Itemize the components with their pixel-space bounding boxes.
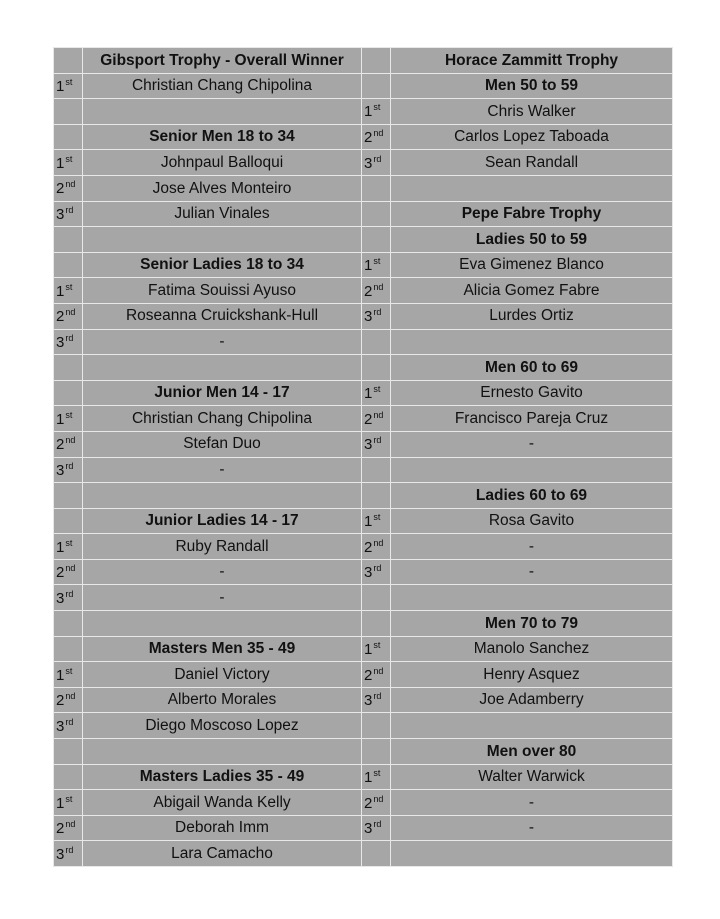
position-number: 1 [364, 103, 373, 121]
left-category-heading: Senior Ladies 18 to 34 [83, 252, 362, 278]
left-position-cell [54, 841, 83, 867]
table-row [54, 252, 673, 278]
right-winner-name: Joe Adamberry [391, 687, 673, 713]
position-number: 3 [364, 564, 373, 582]
right-winner-name: - [391, 431, 673, 457]
table-row [54, 457, 673, 483]
left-winner-name: Daniel Victory [83, 662, 362, 688]
left-winner-name [83, 483, 362, 509]
left-winner-name: Deborah Imm [83, 815, 362, 841]
right-winner-name: - [391, 559, 673, 585]
right-winner-name: Lurdes Ortiz [391, 303, 673, 329]
left-winner-name: - [83, 585, 362, 611]
right-position-cell [362, 611, 391, 637]
table-row [54, 303, 673, 329]
position-suffix: nd [373, 665, 384, 676]
left-winner-name: Johnpaul Balloqui [83, 150, 362, 176]
table-row [54, 841, 673, 867]
position-suffix: rd [373, 435, 382, 446]
position-suffix: nd [65, 819, 76, 830]
right-position-cell [362, 329, 391, 355]
position-number: 2 [56, 308, 65, 326]
position-number: 2 [56, 692, 65, 710]
right-winner-name: Rosa Gavito [391, 508, 673, 534]
position-suffix: st [65, 665, 73, 676]
left-winner-name: Diego Moscoso Lopez [83, 713, 362, 739]
table-row [54, 227, 673, 253]
position-number: 3 [56, 333, 65, 351]
position-number: 3 [56, 717, 65, 735]
right-position-cell [362, 380, 391, 406]
position-suffix: rd [65, 716, 74, 727]
right-category-heading: Horace Zammitt Trophy [391, 48, 673, 74]
position-number: 3 [364, 308, 373, 326]
left-category-heading: Senior Men 18 to 34 [83, 124, 362, 150]
right-winner-name [391, 457, 673, 483]
results-table-body [54, 48, 673, 867]
left-position-cell [54, 355, 83, 381]
left-position-cell [54, 559, 83, 585]
right-position-cell [362, 150, 391, 176]
left-winner-name [83, 355, 362, 381]
left-category-heading: Junior Men 14 - 17 [83, 380, 362, 406]
position-number: 1 [56, 666, 65, 684]
position-suffix: st [373, 639, 381, 650]
right-position-cell [362, 739, 391, 765]
position-suffix: nd [373, 537, 384, 548]
position-number: 1 [364, 385, 373, 403]
position-number: 3 [56, 205, 65, 223]
right-position-cell [362, 278, 391, 304]
right-position-cell [362, 227, 391, 253]
results-table [53, 47, 673, 867]
position-number: 3 [56, 845, 65, 863]
right-winner-name [391, 329, 673, 355]
right-position-cell [362, 636, 391, 662]
left-position-cell [54, 201, 83, 227]
position-suffix: rd [373, 819, 382, 830]
left-winner-name: Ruby Randall [83, 534, 362, 560]
right-position-cell [362, 99, 391, 125]
left-winner-name: - [83, 559, 362, 585]
left-position-cell [54, 483, 83, 509]
position-suffix: st [373, 256, 381, 267]
position-number: 1 [56, 538, 65, 556]
right-winner-name: - [391, 534, 673, 560]
left-position-cell [54, 278, 83, 304]
right-position-cell [362, 764, 391, 790]
table-row [54, 150, 673, 176]
table-row [54, 713, 673, 739]
left-winner-name: Christian Chang Chipolina [83, 73, 362, 99]
right-winner-name [391, 585, 673, 611]
right-winner-name: - [391, 790, 673, 816]
right-position-cell [362, 431, 391, 457]
right-winner-name: Chris Walker [391, 99, 673, 125]
table-row [54, 73, 673, 99]
position-number: 3 [364, 154, 373, 172]
position-suffix: rd [65, 844, 74, 855]
table-row [54, 559, 673, 585]
table-row [54, 99, 673, 125]
right-position-cell [362, 534, 391, 560]
position-suffix: st [65, 793, 73, 804]
right-category-heading: Pepe Fabre Trophy [391, 201, 673, 227]
position-number: 3 [56, 461, 65, 479]
position-suffix: st [373, 511, 381, 522]
left-position-cell [54, 687, 83, 713]
left-category-heading: Masters Ladies 35 - 49 [83, 764, 362, 790]
left-position-cell [54, 585, 83, 611]
right-category-heading: Men 70 to 79 [391, 611, 673, 637]
left-winner-name: - [83, 329, 362, 355]
position-number: 2 [364, 538, 373, 556]
left-category-heading: Masters Men 35 - 49 [83, 636, 362, 662]
right-winner-name: Eva Gimenez Blanco [391, 252, 673, 278]
left-winner-name: Alberto Morales [83, 687, 362, 713]
left-winner-name: Abigail Wanda Kelly [83, 790, 362, 816]
table-row [54, 124, 673, 150]
position-number: 1 [56, 154, 65, 172]
left-winner-name [83, 739, 362, 765]
left-position-cell [54, 457, 83, 483]
left-position-cell [54, 252, 83, 278]
table-row [54, 790, 673, 816]
position-number: 2 [364, 282, 373, 300]
right-position-cell [362, 201, 391, 227]
left-category-heading: Gibsport Trophy - Overall Winner [83, 48, 362, 74]
right-winner-name: Sean Randall [391, 150, 673, 176]
left-winner-name: Roseanna Cruickshank-Hull [83, 303, 362, 329]
position-number: 1 [364, 768, 373, 786]
position-suffix: st [65, 153, 73, 164]
right-category-heading: Men 50 to 59 [391, 73, 673, 99]
right-position-cell [362, 559, 391, 585]
position-suffix: st [373, 767, 381, 778]
table-row [54, 739, 673, 765]
right-winner-name: Henry Asquez [391, 662, 673, 688]
left-position-cell [54, 73, 83, 99]
table-row [54, 355, 673, 381]
table-row [54, 636, 673, 662]
right-position-cell [362, 815, 391, 841]
position-number: 1 [364, 640, 373, 658]
left-winner-name: Lara Camacho [83, 841, 362, 867]
right-winner-name: Walter Warwick [391, 764, 673, 790]
position-suffix: rd [373, 307, 382, 318]
right-position-cell [362, 457, 391, 483]
left-position-cell [54, 815, 83, 841]
table-row [54, 687, 673, 713]
right-winner-name: Francisco Pareja Cruz [391, 406, 673, 432]
right-winner-name [391, 713, 673, 739]
table-row [54, 534, 673, 560]
position-number: 1 [56, 794, 65, 812]
position-suffix: nd [65, 563, 76, 574]
position-number: 3 [56, 589, 65, 607]
position-number: 2 [364, 410, 373, 428]
right-position-cell [362, 790, 391, 816]
position-number: 2 [364, 129, 373, 147]
position-suffix: nd [65, 307, 76, 318]
position-suffix: st [65, 537, 73, 548]
right-winner-name: Carlos Lopez Taboada [391, 124, 673, 150]
left-position-cell [54, 48, 83, 74]
position-number: 1 [364, 257, 373, 275]
right-position-cell [362, 687, 391, 713]
right-position-cell [362, 662, 391, 688]
right-position-cell [362, 124, 391, 150]
right-position-cell [362, 252, 391, 278]
table-row [54, 48, 673, 74]
table-row [54, 483, 673, 509]
left-position-cell [54, 406, 83, 432]
table-row [54, 278, 673, 304]
right-position-cell [362, 73, 391, 99]
position-suffix: nd [65, 179, 76, 190]
table-row [54, 201, 673, 227]
table-row [54, 431, 673, 457]
right-winner-name: Alicia Gomez Fabre [391, 278, 673, 304]
left-winner-name: Jose Alves Monteiro [83, 175, 362, 201]
right-position-cell [362, 406, 391, 432]
position-number: 2 [56, 820, 65, 838]
left-position-cell [54, 150, 83, 176]
position-suffix: rd [373, 563, 382, 574]
left-winner-name: Julian Vinales [83, 201, 362, 227]
left-position-cell [54, 431, 83, 457]
position-suffix: rd [65, 588, 74, 599]
left-position-cell [54, 662, 83, 688]
position-suffix: rd [373, 691, 382, 702]
position-suffix: st [373, 102, 381, 113]
left-winner-name [83, 99, 362, 125]
left-position-cell [54, 175, 83, 201]
left-position-cell [54, 380, 83, 406]
right-category-heading: Men 60 to 69 [391, 355, 673, 381]
position-number: 2 [56, 436, 65, 454]
position-suffix: nd [65, 435, 76, 446]
right-position-cell [362, 585, 391, 611]
position-suffix: st [65, 76, 73, 87]
position-number: 1 [364, 512, 373, 530]
position-number: 3 [364, 820, 373, 838]
right-category-heading: Ladies 50 to 59 [391, 227, 673, 253]
left-category-heading: Junior Ladies 14 - 17 [83, 508, 362, 534]
right-position-cell [362, 713, 391, 739]
table-row [54, 175, 673, 201]
position-number: 1 [56, 77, 65, 95]
left-position-cell [54, 611, 83, 637]
left-winner-name: Fatima Souissi Ayuso [83, 278, 362, 304]
left-winner-name: Stefan Duo [83, 431, 362, 457]
right-position-cell [362, 508, 391, 534]
right-winner-name [391, 841, 673, 867]
right-category-heading: Men over 80 [391, 739, 673, 765]
position-number: 3 [364, 436, 373, 454]
left-position-cell [54, 739, 83, 765]
table-row [54, 380, 673, 406]
left-position-cell [54, 508, 83, 534]
right-position-cell [362, 355, 391, 381]
position-suffix: rd [373, 153, 382, 164]
table-row [54, 406, 673, 432]
right-position-cell [362, 175, 391, 201]
right-position-cell [362, 303, 391, 329]
right-winner-name [391, 175, 673, 201]
position-number: 2 [364, 666, 373, 684]
position-suffix: st [373, 384, 381, 395]
left-position-cell [54, 790, 83, 816]
left-winner-name: - [83, 457, 362, 483]
left-position-cell [54, 329, 83, 355]
table-row [54, 815, 673, 841]
right-position-cell [362, 48, 391, 74]
position-number: 2 [56, 564, 65, 582]
position-suffix: nd [373, 793, 384, 804]
right-winner-name: - [391, 815, 673, 841]
position-suffix: nd [373, 281, 384, 292]
left-position-cell [54, 124, 83, 150]
table-row [54, 764, 673, 790]
position-number: 1 [56, 410, 65, 428]
position-number: 2 [364, 794, 373, 812]
position-number: 1 [56, 282, 65, 300]
right-winner-name: Ernesto Gavito [391, 380, 673, 406]
right-position-cell [362, 841, 391, 867]
position-number: 2 [56, 180, 65, 198]
left-position-cell [54, 636, 83, 662]
table-row [54, 508, 673, 534]
right-winner-name: Manolo Sanchez [391, 636, 673, 662]
position-suffix: rd [65, 332, 74, 343]
left-position-cell [54, 99, 83, 125]
position-suffix: st [65, 409, 73, 420]
table-row [54, 329, 673, 355]
position-suffix: nd [373, 409, 384, 420]
position-suffix: rd [65, 204, 74, 215]
position-suffix: nd [65, 691, 76, 702]
left-winner-name: Christian Chang Chipolina [83, 406, 362, 432]
left-position-cell [54, 713, 83, 739]
position-suffix: st [65, 281, 73, 292]
position-suffix: rd [65, 460, 74, 471]
table-row [54, 611, 673, 637]
position-number: 3 [364, 692, 373, 710]
left-winner-name [83, 611, 362, 637]
right-category-heading: Ladies 60 to 69 [391, 483, 673, 509]
right-position-cell [362, 483, 391, 509]
left-position-cell [54, 303, 83, 329]
table-row [54, 585, 673, 611]
left-position-cell [54, 764, 83, 790]
table-row [54, 662, 673, 688]
left-position-cell [54, 227, 83, 253]
left-winner-name [83, 227, 362, 253]
position-suffix: nd [373, 128, 384, 139]
left-position-cell [54, 534, 83, 560]
